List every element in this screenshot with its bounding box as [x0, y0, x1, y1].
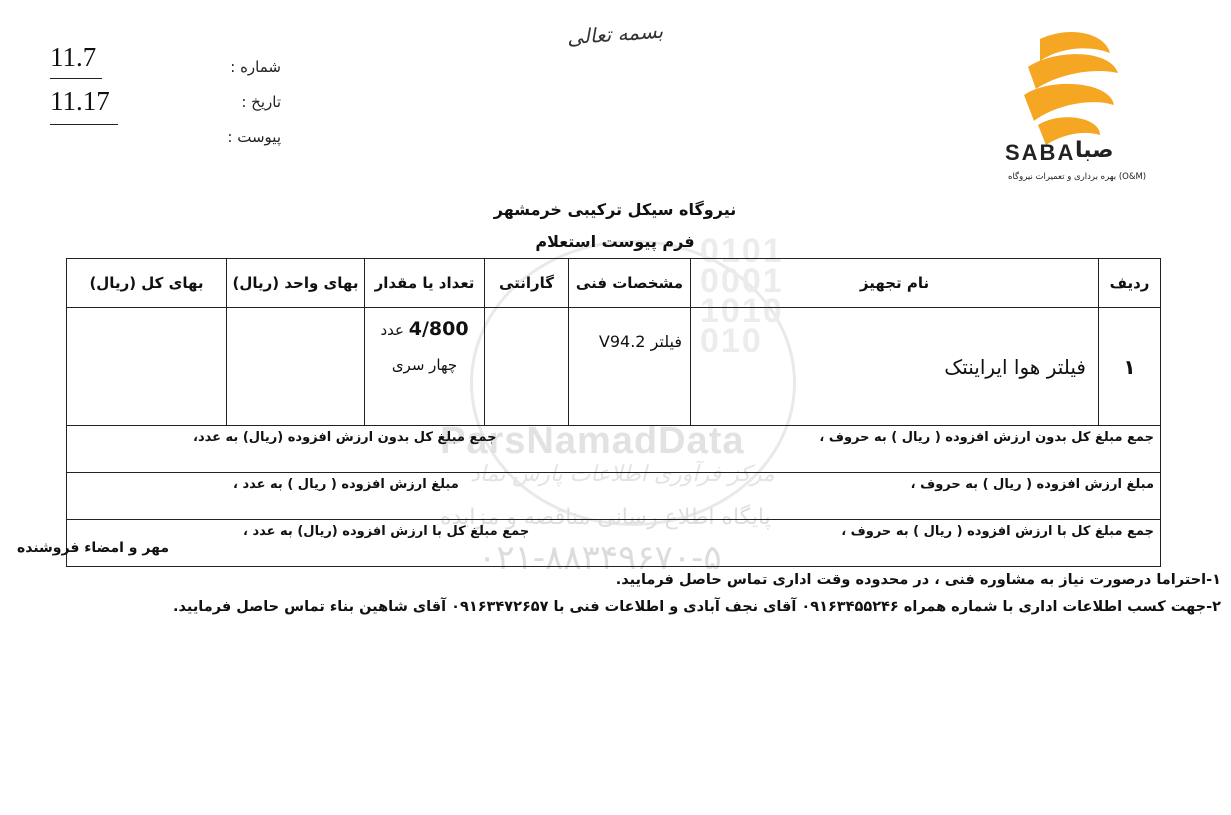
header-row-number: ردیف: [1099, 259, 1161, 308]
sum-row-vat: [67, 473, 1161, 520]
attachment-label: پیوست :: [227, 128, 281, 146]
item-total-price: [67, 308, 227, 426]
table-row: [67, 308, 1161, 426]
watermark-line1: مرکز فرآوری اطلاعات پارس نماد: [470, 462, 775, 487]
number-underline: [50, 78, 102, 79]
saba-logo: [1000, 25, 1150, 195]
sum-row-no-vat: [67, 426, 1161, 473]
watermark-line2: پایگاه اطلاع رسانی مناقصه و مزایده: [440, 505, 771, 530]
item-name: فیلتر هوا ایراینتک: [691, 308, 1099, 426]
item-quantity: [365, 308, 485, 426]
date-label: تاریخ :: [241, 93, 281, 111]
seller-seal-label: مهر و امضاء فروشنده: [16, 540, 169, 556]
logo-fa: صبا: [1075, 138, 1114, 163]
note-1: ۱-احتراما درصورت نیاز به مشاوره فنی ، در محدوده وقت اداری تماس حاصل فرمایید.: [615, 572, 1221, 588]
qty-words: چهار سری: [391, 355, 458, 374]
header-quantity: تعداد یا مقدار: [365, 259, 485, 308]
qty-unit: عدد: [380, 321, 404, 339]
item-unit-price: [227, 308, 365, 426]
table-header-row: [67, 259, 1161, 308]
watermark-brand: ParsNamadData: [440, 420, 745, 462]
item-row-number: ۱: [1099, 308, 1161, 426]
item-spec: فیلتر V94.2: [569, 308, 691, 426]
sum-row-with-vat: [67, 520, 1161, 567]
date-value: 11.17: [50, 86, 110, 116]
item-warranty: [485, 308, 569, 426]
header-warranty: گارانتی: [485, 259, 569, 308]
header-technical-spec: مشخصات فنی: [569, 259, 691, 308]
vat-number: مبلغ ارزش افزوده ( ریال ) به عدد ،: [233, 477, 459, 492]
number-value: 11.7: [50, 42, 97, 72]
number-label: شماره :: [230, 58, 281, 76]
watermark-digits: 0101 0001 1010 010: [700, 232, 784, 360]
sum-with-vat-words: جمع مبلغ کل با ارزش افزوده ( ریال ) به حروف ،: [841, 524, 1154, 539]
logo-subtitle: بهره برداری و تعمیرات نیروگاه (O&M): [1008, 172, 1147, 182]
header-total-price: بهای کل (ریال): [67, 259, 227, 308]
sum-with-vat-number: جمع مبلغ کل با ارزش افزوده (ریال) به عدد ،: [243, 524, 530, 539]
header-unit-price: بهای واحد (ریال): [227, 259, 365, 308]
sum-no-vat-words: جمع مبلغ کل بدون ارزش افزوده ( ریال ) به حروف ،: [819, 430, 1154, 445]
inquiry-table: [66, 258, 1161, 567]
watermark-phone: ۰۲۱-۸۸۳۴۹۶۷۰-۵: [478, 538, 722, 578]
plant-title: نیروگاه سیکل ترکیبی خرمشهر: [493, 200, 737, 219]
header-equipment-name: نام تجهیز: [691, 259, 1099, 308]
sum-no-vat-number: جمع مبلغ کل بدون ارزش افزوده (ریال) به عدد،: [193, 430, 497, 445]
qty-number: 4/800: [408, 318, 469, 340]
vat-words: مبلغ ارزش افزوده ( ریال ) به حروف ،: [910, 477, 1154, 492]
form-title: فرم پیوست استعلام: [535, 232, 695, 251]
date-underline: [50, 124, 118, 125]
logo-en: SABA: [1005, 140, 1076, 165]
note-2: ۲-جهت کسب اطلاعات اداری با شماره همراه ۰۹۱۶۳۴۵۵۲۴۶ آقای نجف آبادی و اطلاعات فنی با ۰۹۱۶۳۴۷۲۶۵۷ آقای شاهین بناء تماس حاصل فرمایید.: [173, 599, 1221, 615]
bismillah: بسمه تعالی: [566, 18, 664, 50]
